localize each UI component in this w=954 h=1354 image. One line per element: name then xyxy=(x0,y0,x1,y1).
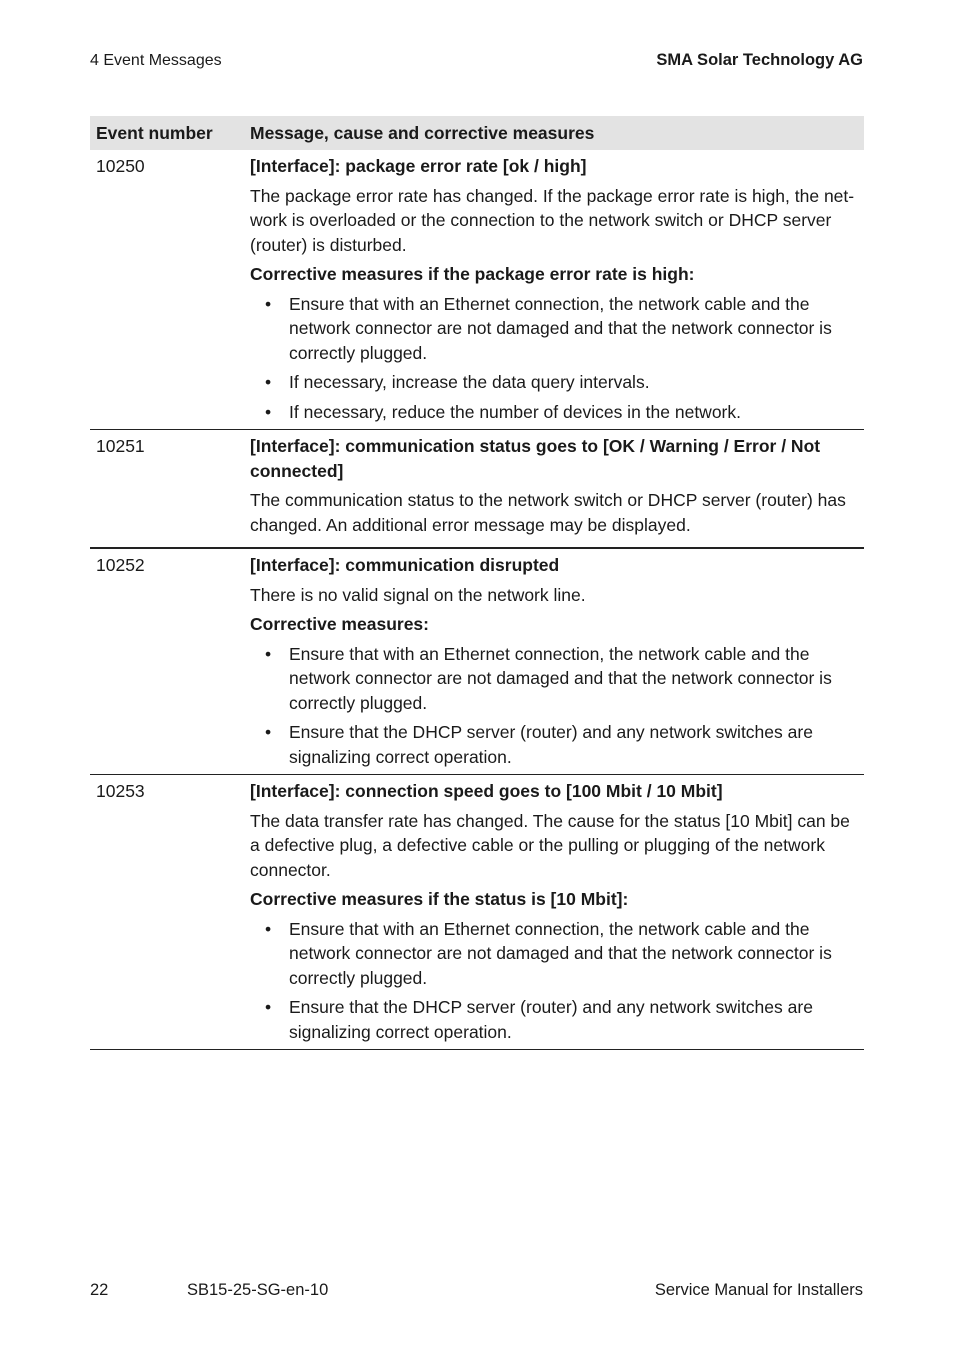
bullet-icon: • xyxy=(265,372,272,392)
list-item xyxy=(250,400,858,425)
bullet-icon: • xyxy=(265,293,272,314)
list-item xyxy=(250,292,858,366)
list-item-text: Ensure that the DHCP server (router) and any network switches are signalizing correct operation. xyxy=(289,722,813,767)
column-header-event-number: Event number xyxy=(90,116,244,150)
list-item xyxy=(250,917,858,991)
event-description: The communication status to the network switch or DHCP server (router) has changed. An additional error message may be displayed. xyxy=(250,490,846,535)
list-item xyxy=(250,642,858,716)
list-item xyxy=(250,995,858,1044)
corrective-measures-title: Corrective measures: xyxy=(250,614,429,634)
list-item-text: Ensure that the DHCP server (router) and any network switches are signalizing correct operation. xyxy=(289,997,813,1042)
event-number: 10250 xyxy=(90,150,244,430)
event-number: 10252 xyxy=(90,548,244,775)
event-message: [Interface]: communication status goes to [OK / Warning / Error / Not connected] xyxy=(250,436,821,481)
table-row xyxy=(90,775,864,1050)
bullet-icon: • xyxy=(265,401,272,422)
table-row xyxy=(90,430,864,549)
list-item-text: Ensure that with an Ethernet connection, the network cable and the network connector are not damaged and that the network connector is correctly plugged. xyxy=(289,293,832,363)
bullet-icon: • xyxy=(265,918,272,939)
list-item-text: If necessary, increase the data query intervals. xyxy=(289,372,650,392)
header-company: SMA Solar Technology AG xyxy=(656,51,863,69)
corrective-measures-title: Corrective measures if the package error rate is high: xyxy=(250,264,695,284)
table-row xyxy=(90,150,864,430)
event-description: There is no valid signal on the network line. xyxy=(250,584,586,605)
event-details xyxy=(244,775,864,1050)
list-item xyxy=(250,720,858,769)
event-details xyxy=(244,430,864,549)
event-table xyxy=(90,116,864,1050)
event-number: 10253 xyxy=(90,775,244,1050)
event-description: The package error rate has changed. If the package error rate is high, the net-work is overloaded or the connection to the network switch or DHCP server (router) is disturbed. xyxy=(250,185,855,255)
bullet-icon: • xyxy=(265,643,272,664)
list-item-text: Ensure that with an Ethernet connection, the network cable and the network connector are not damaged and that the network connector is correctly plugged. xyxy=(289,643,832,713)
corrective-measures-title: Corrective measures if the status is [10 Mbit]: xyxy=(250,889,629,909)
event-details xyxy=(244,150,864,430)
table-header-row xyxy=(90,116,864,150)
manual-title: Service Manual for Installers xyxy=(654,1281,863,1299)
header-section: 4 Event Messages xyxy=(90,52,222,69)
corrective-measures-list xyxy=(250,292,858,425)
page-number: 22 xyxy=(90,1281,109,1299)
corrective-measures-list xyxy=(250,642,858,770)
bullet-icon: • xyxy=(265,722,272,742)
event-message: [Interface]: connection speed goes to [100 Mbit / 10 Mbit] xyxy=(250,781,723,801)
event-details xyxy=(244,548,864,775)
list-item xyxy=(250,370,858,395)
list-item-text: If necessary, reduce the number of devices in the network. xyxy=(289,401,741,422)
event-message: [Interface]: package error rate [ok / high] xyxy=(250,156,587,176)
document-code: SB15-25-SG-en-10 xyxy=(187,1281,329,1299)
event-number: 10251 xyxy=(90,430,244,549)
bullet-icon: • xyxy=(265,997,272,1017)
list-item-text: Ensure that with an Ethernet connection, the network cable and the network connector are not damaged and that the network connector is correctly plugged. xyxy=(289,918,832,988)
table-row xyxy=(90,548,864,775)
event-message: [Interface]: communication disrupted xyxy=(250,555,560,575)
column-header-message: Message, cause and corrective measures xyxy=(244,116,864,150)
event-description: The data transfer rate has changed. The cause for the status [10 Mbit] can be a defective plug, a defective cable or the pulling or plugging of the network connector. xyxy=(250,810,850,880)
corrective-measures-list xyxy=(250,917,858,1045)
